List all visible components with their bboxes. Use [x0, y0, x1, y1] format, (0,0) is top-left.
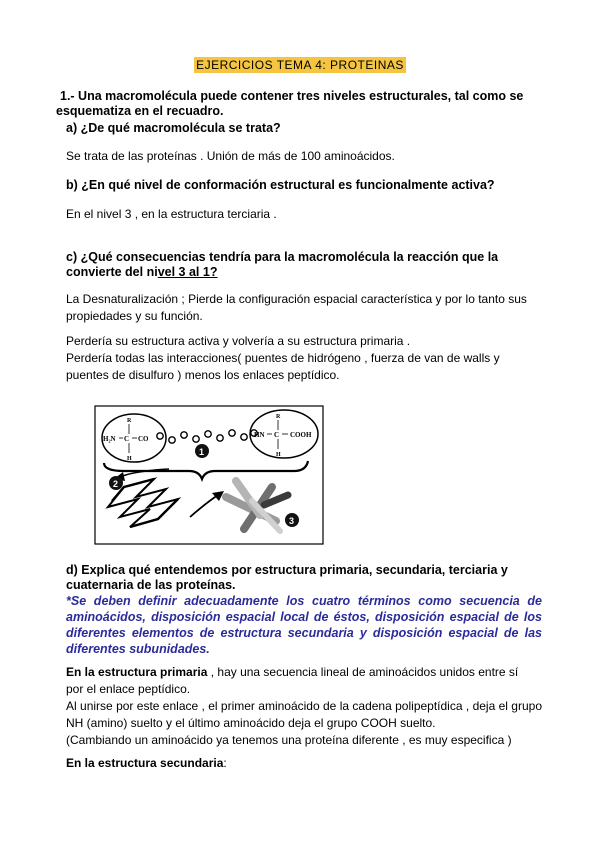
qd-line2: cuaternaria de las proteínas. — [66, 578, 236, 592]
right-c-label: C — [274, 431, 280, 439]
secundaria-heading: En la estructura secundaria — [66, 756, 224, 770]
answer-c-line5: puentes de disulfuro ) menos los enlaces peptídico. — [66, 368, 340, 382]
q1-line1: 1.- Una macromolécula puede contener tres niveles estructurales, tal como se — [60, 89, 524, 103]
answer-c-line3: Perdería su estructura activa y volvería a su estructura primaria . — [66, 334, 411, 348]
answer-c-line2: propiedades y su función. — [66, 309, 203, 323]
primaria-text3: Al unirse por este enlace , el primer aminoácido de la cadena polipeptídica , deja el grupo NH (amino) suelto y el último aminoácido deja el grupo COOH suelto. — [66, 699, 542, 730]
q1-line2: esquematiza en el recuadro. — [56, 104, 224, 118]
badge-3-label: 3 — [289, 516, 295, 526]
left-h-label: H — [127, 456, 132, 462]
left-co-label: CO — [138, 435, 149, 443]
right-r-label: R — [276, 414, 281, 420]
secundaria-section — [66, 755, 227, 772]
primaria-text4: (Cambiando un aminoácido ya tenemos una proteína diferente , es muy especifica ) — [66, 733, 512, 747]
qd-line1: d) Explica qué entendemos por estructura primaria, secundaria, terciaria y — [66, 563, 508, 577]
primaria-text1: , hay una secuencia lineal de aminoácidos unidos entre sí — [207, 665, 519, 679]
question-c — [66, 250, 546, 280]
left-r-label: R — [127, 418, 132, 424]
primaria-line1 — [66, 664, 542, 681]
badge-1-label: 1 — [199, 447, 205, 457]
title-text: EJERCICIOS TEMA 4: PROTEINAS — [196, 58, 404, 72]
right-hn-label: HN — [254, 431, 265, 439]
question-a: a) ¿De qué macromolécula se trata? — [66, 121, 281, 135]
answer-a: Se trata de las proteínas . Unión de más de 100 aminoácidos. — [66, 149, 395, 163]
protein-structure-diagram — [94, 405, 324, 545]
qc-line2 — [66, 265, 546, 280]
secundaria-colon: : — [223, 756, 227, 770]
badge-2-label: 2 — [113, 479, 119, 489]
definition-note: *Se deben definir adecuadamente los cuatro términos como secuencia de aminoácidos, disposición espacial local de éstos, disposición espacial de los diferentes elementos de estructura secundaria y disposición espacial de las diferentes subunidades. — [66, 594, 542, 656]
question-1 — [56, 89, 560, 119]
answer-c-line4: Perdería todas las interacciones( puentes de hidrógeno , fuerza de van de walls y — [66, 351, 500, 365]
page-title — [0, 56, 600, 74]
right-h-label: H — [276, 452, 281, 458]
right-cooh-label: COOH — [290, 431, 312, 439]
question-d — [66, 563, 546, 593]
left-c-label: C — [124, 435, 130, 443]
primaria-heading: En la estructura primaria — [66, 665, 208, 679]
question-b: b) ¿En qué nivel de conformación estructural es funcionalmente activa? — [66, 178, 495, 192]
left-amino-label: H₂N — [103, 435, 116, 443]
primaria-section — [66, 664, 542, 749]
primaria-text2: por el enlace peptídico. — [66, 682, 191, 696]
qc-line1: c) ¿Qué consecuencias tendría para la macromolécula la reacción que la — [66, 250, 499, 264]
qc-line2-pre: convierte del ni — [66, 265, 158, 279]
qc-line2-underlined: vel 3 al 1? — [157, 265, 218, 279]
answer-c — [66, 291, 546, 384]
answer-c-line1: La Desnaturalización ; Pierde la configuración espacial característica y por lo tanto sus — [66, 292, 527, 306]
answer-b: En el nivel 3 , en la estructura terciaria . — [66, 207, 277, 221]
